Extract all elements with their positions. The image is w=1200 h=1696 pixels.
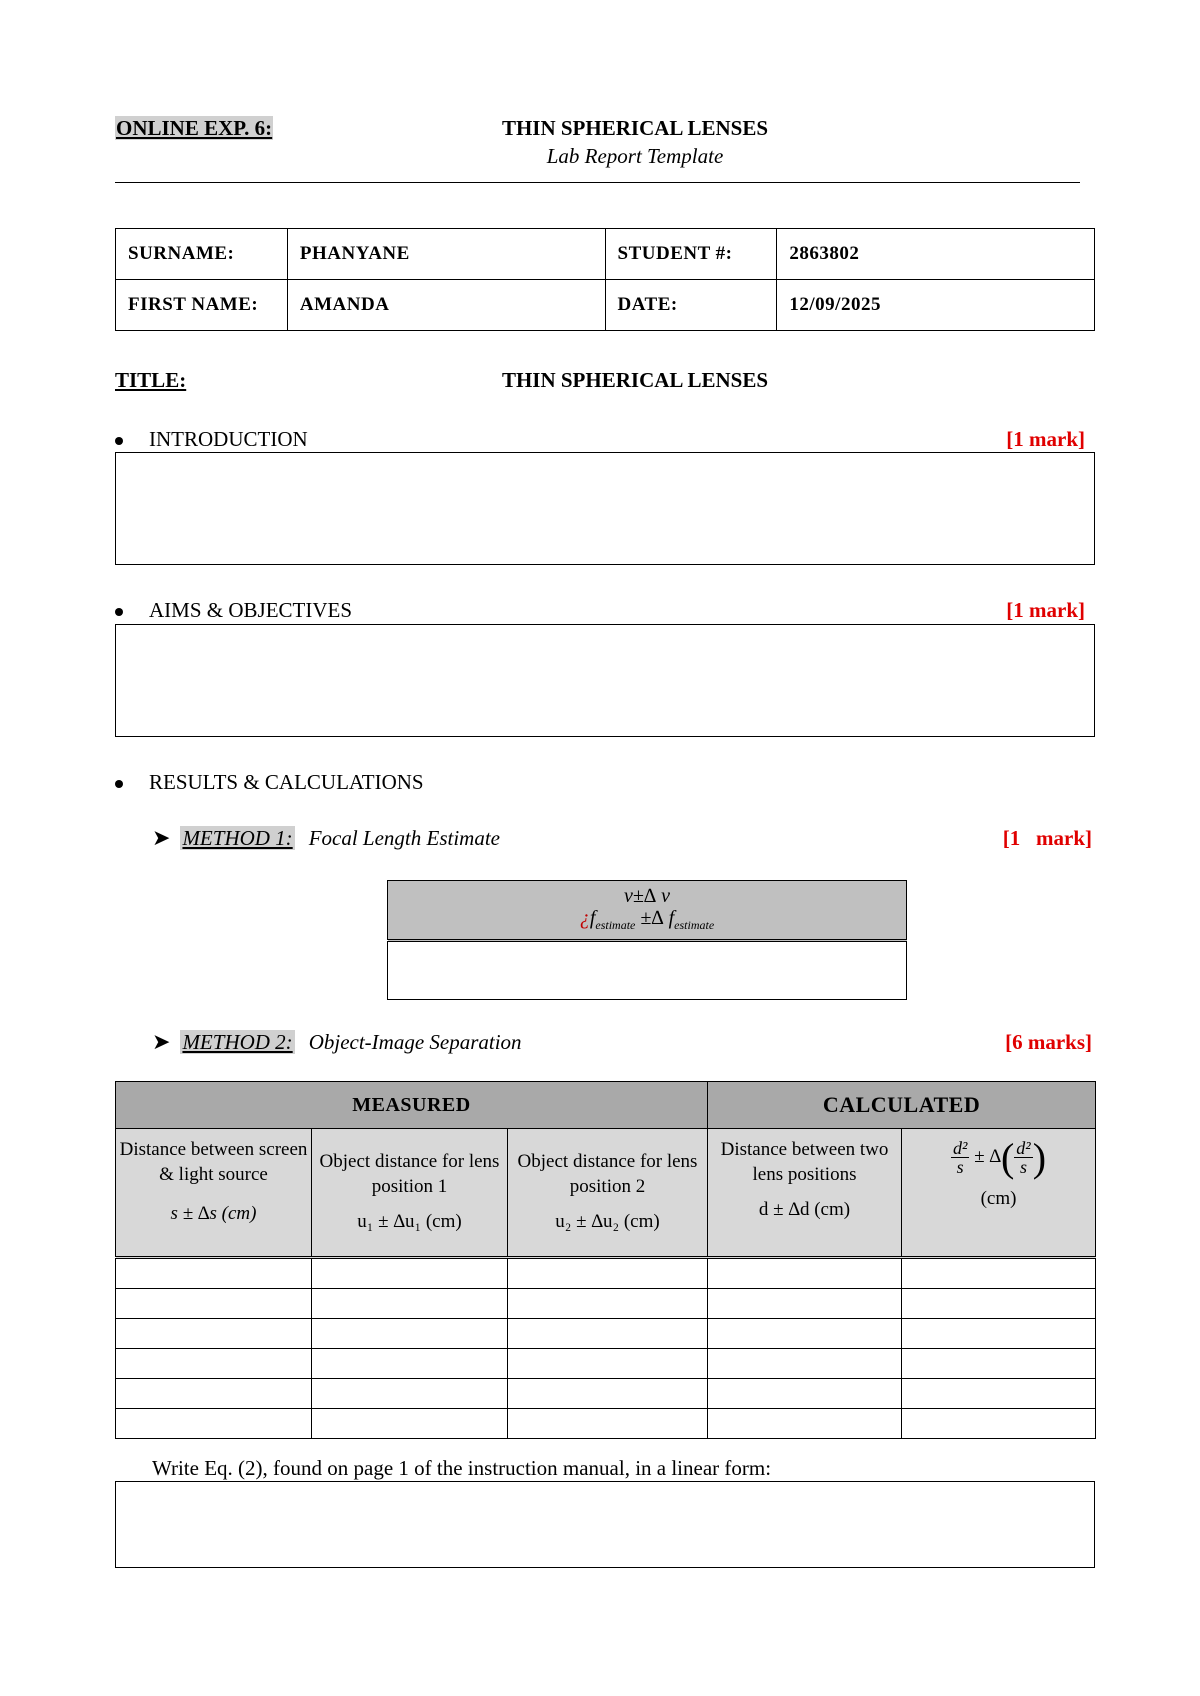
linear-form-input[interactable]: [115, 1481, 1095, 1568]
student-info-table: [115, 228, 1095, 331]
surname-label: SURNAME:: [116, 229, 288, 280]
table-cell[interactable]: [312, 1349, 508, 1379]
aims-marks: [1 mark]: [1006, 598, 1085, 622]
title-label: TITLE:: [115, 368, 187, 392]
table-row: [116, 1319, 1096, 1349]
method1-f2: f: [668, 906, 675, 929]
col-header-d-unit: d ± ∆d (cm): [758, 1199, 851, 1220]
student-number-field[interactable]: 2863802: [777, 229, 1095, 280]
arrow-bullet-icon: ➤: [152, 825, 171, 850]
table-cell[interactable]: [508, 1289, 708, 1319]
method1-formula-header: [388, 881, 907, 941]
left-paren: (: [1000, 1135, 1015, 1180]
col-header-u2: [508, 1129, 708, 1258]
aims-input[interactable]: [115, 624, 1095, 737]
method2-label: METHOD 2:: [182, 1030, 293, 1054]
table-cell[interactable]: [508, 1379, 708, 1409]
method2-heading: [152, 1030, 522, 1054]
frac-numerator: d²: [952, 1138, 968, 1158]
table-cell[interactable]: [312, 1379, 508, 1409]
table-cell[interactable]: [708, 1289, 902, 1319]
table-cell[interactable]: [902, 1258, 1096, 1289]
method2-marks: [6 marks]: [1005, 1030, 1092, 1054]
results-heading-text: RESULTS & CALCULATIONS: [149, 770, 424, 794]
method1-marks: [1 mark]: [1002, 826, 1092, 850]
col-header-s-unit: s ± ∆s (cm): [170, 1203, 257, 1224]
method1-f: f: [589, 906, 596, 929]
method1-sub2: estimate: [674, 917, 715, 932]
col-header-u1: [312, 1129, 508, 1258]
table-cell[interactable]: [708, 1349, 902, 1379]
col-header-s-text: Distance between screen & light source: [119, 1139, 308, 1185]
table-cell[interactable]: [508, 1349, 708, 1379]
frac-d2-over-s-2: [1014, 1139, 1032, 1176]
table-cell[interactable]: [902, 1409, 1096, 1439]
table-cell[interactable]: [708, 1409, 902, 1439]
table-cell[interactable]: [708, 1319, 902, 1349]
document-title: THIN SPHERICAL LENSES: [501, 116, 769, 140]
table-row: [116, 1289, 1096, 1319]
method1-glyph: ¿: [579, 906, 590, 929]
method1-formula-line2: [389, 907, 905, 936]
first-name-field[interactable]: AMANDA: [287, 280, 605, 331]
method1-pm-delta: ±∆: [635, 906, 669, 929]
pm-delta: ± ∆: [974, 1145, 1001, 1167]
col-header-u2-text: Object distance for lens position 2: [517, 1151, 698, 1197]
method1-formula-line1: v±∆ v: [624, 884, 670, 907]
table-cell[interactable]: [708, 1379, 902, 1409]
date-field[interactable]: 12/09/2025: [777, 280, 1095, 331]
header-divider: [115, 182, 1080, 183]
experiment-label: ONLINE EXP. 6:: [116, 116, 273, 140]
introduction-heading-text: INTRODUCTION: [149, 427, 308, 451]
table-cell[interactable]: [116, 1289, 312, 1319]
introduction-input[interactable]: [115, 452, 1095, 565]
table-cell[interactable]: [116, 1409, 312, 1439]
results-heading: [115, 770, 424, 794]
method1-description: Focal Length Estimate: [308, 826, 500, 850]
table-cell[interactable]: [902, 1379, 1096, 1409]
table-cell[interactable]: [508, 1319, 708, 1349]
table-cell[interactable]: [902, 1319, 1096, 1349]
document-subtitle: Lab Report Template: [546, 144, 724, 168]
table-cell[interactable]: [116, 1379, 312, 1409]
calculated-group-header: CALCULATED: [708, 1082, 1096, 1129]
method1-table: [387, 880, 907, 1000]
table-row: [116, 1409, 1096, 1439]
table-cell[interactable]: [708, 1258, 902, 1289]
table-cell[interactable]: [312, 1258, 508, 1289]
table-cell[interactable]: [116, 1258, 312, 1289]
col-header-d2s-formula: [903, 1135, 1094, 1180]
col-header-d2s: [902, 1129, 1096, 1258]
surname-field[interactable]: PHANYANE: [287, 229, 605, 280]
table-row: [116, 1379, 1096, 1409]
table-cell[interactable]: [508, 1258, 708, 1289]
method1-value-input[interactable]: [388, 941, 907, 1000]
table-cell[interactable]: [508, 1409, 708, 1439]
frac-numerator: d²: [1016, 1138, 1031, 1158]
bullet-icon: [115, 608, 123, 616]
table-cell[interactable]: [902, 1349, 1096, 1379]
col-header-d: [708, 1129, 902, 1258]
col-header-u2-unit: u₂ ± ∆u₂ (cm): [555, 1211, 660, 1232]
title-value: THIN SPHERICAL LENSES: [501, 368, 769, 392]
method1-heading: [152, 826, 500, 850]
bullet-icon: [115, 437, 123, 445]
date-label: DATE:: [605, 280, 777, 331]
col-header-u1-text: Object distance for lens position 1: [319, 1151, 500, 1197]
table-cell[interactable]: [902, 1289, 1096, 1319]
frac-denominator: s: [1019, 1157, 1027, 1177]
right-paren: ): [1032, 1135, 1047, 1180]
arrow-bullet-icon: ➤: [152, 1029, 171, 1054]
col-header-s: [116, 1129, 312, 1258]
table-row: [116, 1258, 1096, 1289]
method2-table: [115, 1081, 1096, 1439]
aims-heading: [115, 598, 352, 622]
col-header-d2s-unit: (cm): [980, 1188, 1017, 1209]
method1-sub: estimate: [595, 917, 636, 932]
col-header-d-text: Distance between two lens positions: [720, 1139, 889, 1185]
table-row: [116, 1349, 1096, 1379]
table-cell[interactable]: [312, 1319, 508, 1349]
introduction-marks: [1 mark]: [1006, 427, 1085, 451]
bullet-icon: [115, 780, 123, 788]
measured-group-header: MEASURED: [116, 1082, 708, 1129]
linear-form-prompt: Write Eq. (2), found on page 1 of the instruction manual, in a linear form:: [152, 1456, 772, 1480]
table-cell[interactable]: [312, 1289, 508, 1319]
aims-heading-text: AIMS & OBJECTIVES: [149, 598, 353, 622]
introduction-heading: [115, 427, 308, 451]
table-cell[interactable]: [312, 1409, 508, 1439]
table-cell[interactable]: [116, 1349, 312, 1379]
method1-label: METHOD 1:: [182, 826, 293, 850]
frac-d2-over-s: [951, 1139, 969, 1176]
frac-denominator: s: [956, 1157, 964, 1177]
table-cell[interactable]: [116, 1319, 312, 1349]
student-number-label: STUDENT #:: [605, 229, 777, 280]
col-header-u1-unit: u₁ ± ∆u₁ (cm): [357, 1211, 462, 1232]
first-name-label: FIRST NAME:: [116, 280, 288, 331]
method2-description: Object-Image Separation: [308, 1030, 522, 1054]
